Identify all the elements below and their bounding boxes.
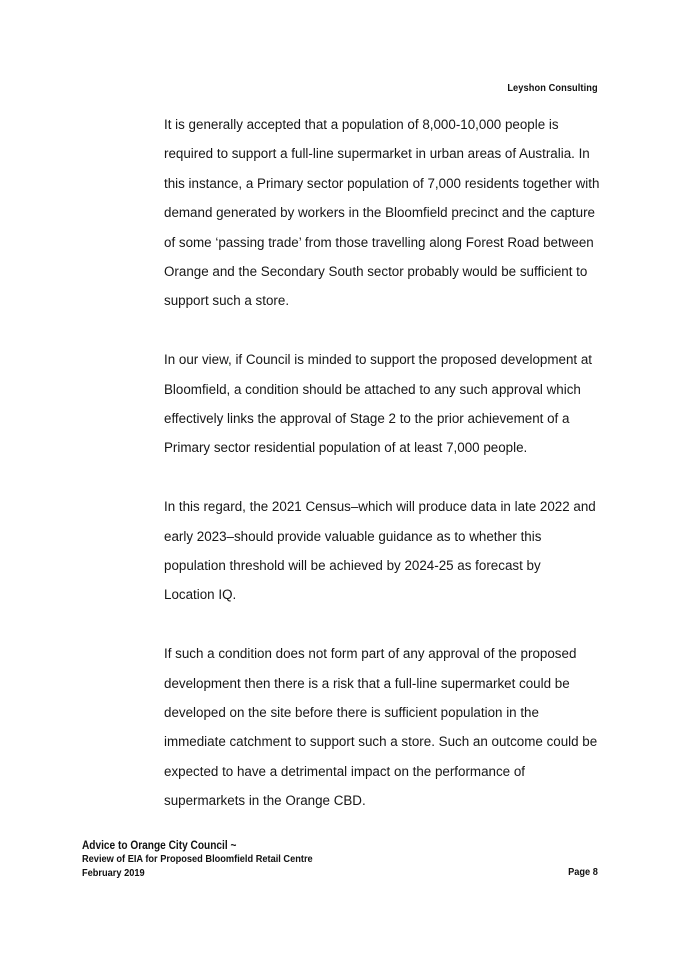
text-line: required to support a full-line supermarket in urban areas of Australia. In — [164, 146, 590, 162]
footer-document-info — [82, 840, 313, 880]
header-company: Leyshon Consulting — [507, 82, 598, 94]
footer-report-title: Review of EIA for Proposed Bloomfield Retail Centre — [82, 853, 313, 866]
text-line: support such a store. — [164, 293, 290, 309]
footer-date: February 2019 — [82, 866, 145, 879]
text-line: In our view, if Council is minded to support the proposed development at — [164, 352, 593, 368]
page-number: Page 8 — [568, 866, 598, 878]
footer-client: Advice to Orange City Council ~ — [82, 840, 237, 852]
text-line: early 2023–should provide valuable guidance as to whether this — [164, 528, 542, 544]
text-line: Primary sector residential population of at least 7,000 people. — [164, 440, 528, 456]
text-line: developed on the site before there is sufficient population in the — [164, 705, 539, 721]
paragraph-1 — [164, 110, 604, 316]
text-line: supermarkets in the Orange CBD. — [164, 793, 366, 809]
text-line: effectively links the approval of Stage 2 to the prior achievement of a — [164, 411, 570, 427]
text-line: immediate catchment to support such a store. Such an outcome could be — [164, 734, 598, 750]
paragraph-2 — [164, 345, 604, 463]
text-line: Location IQ. — [164, 587, 237, 603]
text-line: Orange and the Secondary South sector probably would be sufficient to — [164, 264, 588, 280]
text-line: In this regard, the 2021 Census–which will produce data in late 2022 and — [164, 499, 596, 515]
text-line: demand generated by workers in the Bloomfield precinct and the capture — [164, 205, 595, 221]
text-line: this instance, a Primary sector population of 7,000 residents together with — [164, 175, 600, 191]
text-line: Bloomfield, a condition should be attached to any such approval which — [164, 381, 581, 397]
text-line: of some ‘passing trade’ from those travelling along Forest Road between — [164, 234, 594, 250]
text-line: population threshold will be achieved by 2024-25 as forecast by — [164, 558, 541, 574]
document-body — [164, 110, 604, 845]
text-line: It is generally accepted that a population of 8,000-10,000 people is — [164, 117, 559, 132]
text-line: If such a condition does not form part of any approval of the proposed — [164, 646, 577, 662]
text-line: expected to have a detrimental impact on the performance of — [164, 763, 526, 779]
paragraph-3 — [164, 492, 604, 610]
paragraph-4 — [164, 639, 604, 815]
text-line: development then there is a risk that a full-line supermarket could be — [164, 675, 570, 691]
